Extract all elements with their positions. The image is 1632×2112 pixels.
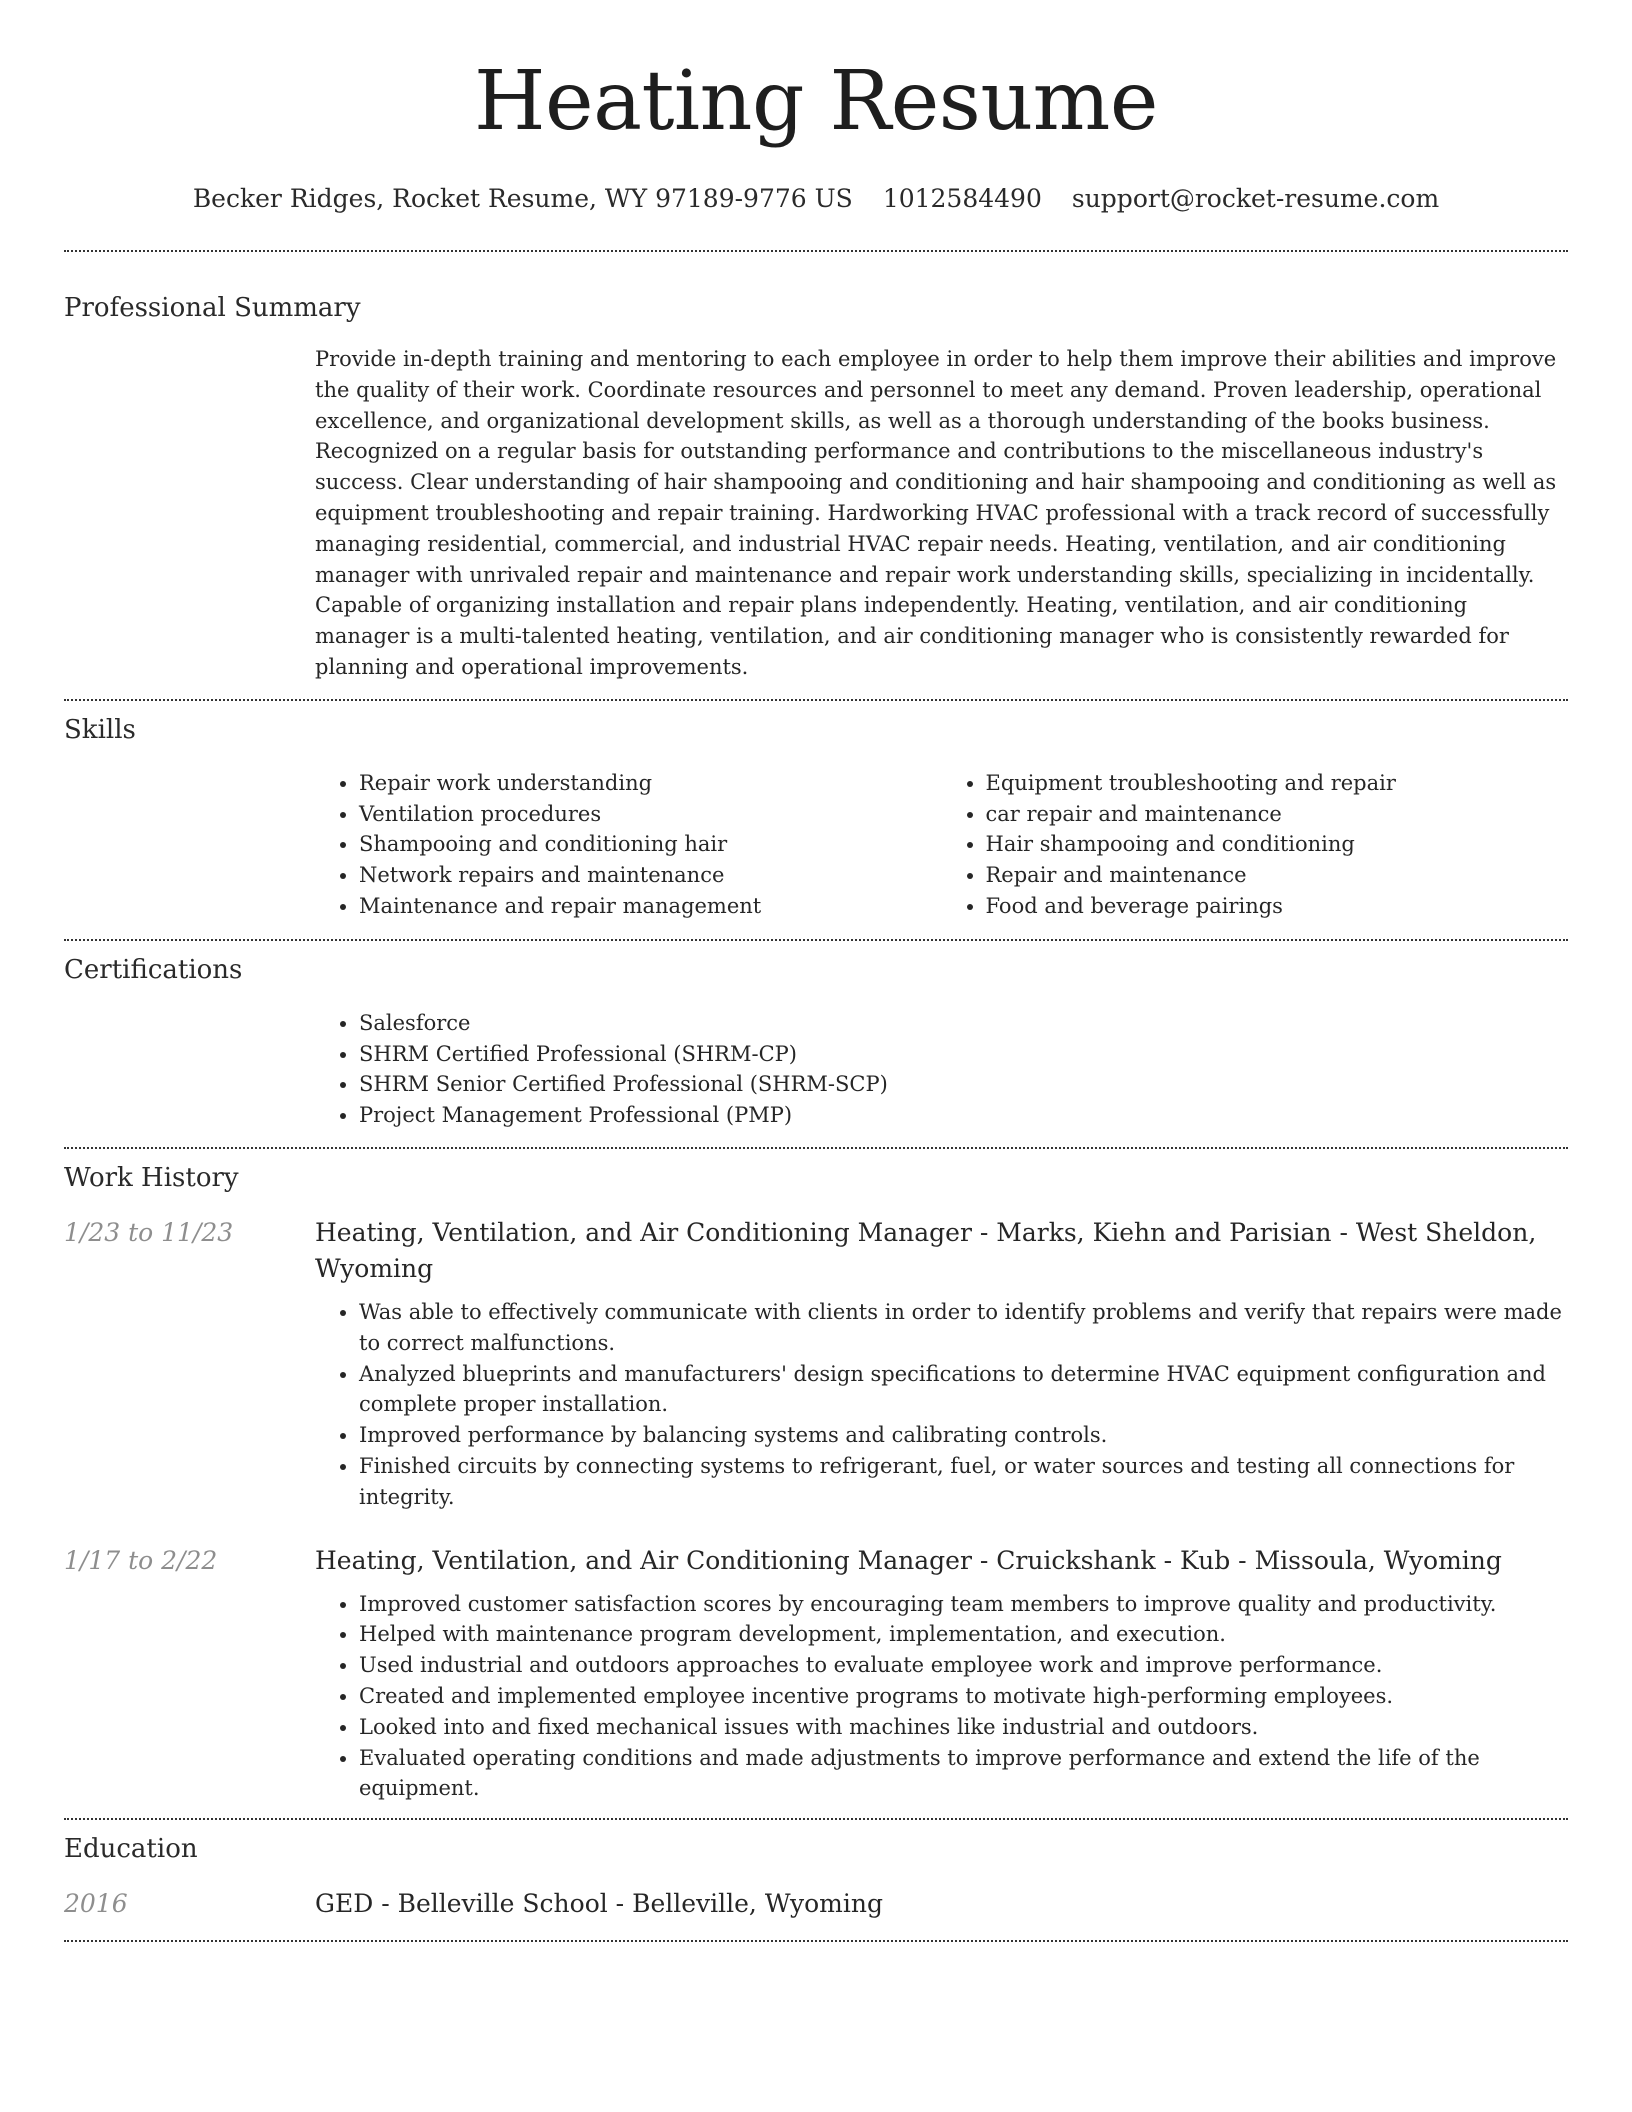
certifications-list [315,1008,1568,1131]
job-bullet: • Looked into and fixed mechanical issues with machines like industrial and outdoors. [359,1712,1568,1743]
job-entry [64,1215,1568,1513]
skill-item: • Equipment troubleshooting and repair [986,768,1569,799]
job-dates: 1/23 to 11/23 [64,1217,234,1247]
skills-list-left [315,768,942,922]
contact-phone: 1012584490 [882,184,1042,213]
section-heading: Professional Summary [64,293,361,323]
divider [64,1940,1568,1942]
job-bullet: • Improved performance by balancing systems and calibrating controls. [359,1420,1568,1451]
job-bullet: • Evaluated operating conditions and made adjustments to improve performance and extend the life of the equipment. [359,1743,1568,1805]
skill-item: • Hair shampooing and conditioning [986,829,1569,860]
job-bullet: • Finished circuits by connecting systems to refrigerant, fuel, or water sources and testing all connections for integrity. [359,1451,1568,1513]
contact-line [64,182,1568,216]
summary-section [64,291,1568,683]
divider [64,1147,1568,1149]
divider [64,699,1568,701]
job-bullet: • Helped with maintenance program development, implementation, and execution. [359,1619,1568,1650]
education-entry [64,1886,1568,1922]
job-bullets [315,1589,1568,1805]
skill-item: • Repair and maintenance [986,860,1569,891]
resume-page [64,0,1568,1942]
divider [64,1818,1568,1820]
resume-title: Heating Resume [474,54,1158,149]
skills-columns [315,768,1568,922]
skills-section [64,713,1568,922]
skill-item: • Shampooing and conditioning hair [359,829,942,860]
divider [64,939,1568,941]
job-bullet: • Analyzed blueprints and manufacturers' design specifications to determine HVAC equipment configuration and complete proper installation. [359,1359,1568,1421]
certifications-block [315,1008,1568,1131]
skill-item: • car repair and maintenance [986,799,1569,830]
job-title: Heating, Ventilation, and Air Conditioning Manager - Cruickshank - Kub - Missoula, Wyoming [315,1545,1502,1575]
skill-item: • Network repairs and maintenance [359,860,942,891]
section-heading: Skills [64,714,136,745]
job-bullet-list [315,1297,1568,1513]
job-bullet: • Was able to effectively communicate with clients in order to identify problems and verify that repairs were made to correct malfunctions. [359,1297,1568,1359]
job-bullets [315,1297,1568,1513]
section-heading: Education [64,1834,198,1865]
skill-item: • Ventilation procedures [359,799,942,830]
skill-item: • Food and beverage pairings [986,891,1569,922]
skill-item: • Repair work understanding [359,768,942,799]
section-heading: Certifications [64,954,243,985]
education-degree: GED - Belleville School - Belleville, Wyoming [315,1889,883,1919]
job-title: Heating, Ventilation, and Air Conditioning Manager - Marks, Kiehn and Parisian - West Sheldon, Wyoming [315,1217,1537,1283]
section-heading: Work History [64,1162,239,1193]
skills-list-right [942,768,1569,922]
job-entry [64,1543,1568,1805]
summary-text: Provide in-depth training and mentoring to each employee in order to help them improve their abilities and improve the quality of their work. Coordinate resources and personnel to meet any demand. Proven leadership, operational excellence, and organizational development skills, as well as a thorough understanding of the books business. Recognized on a regular basis for outstanding performance and contributions to the miscellaneous industry's success. Clear understanding of hair shampooing and conditioning and hair shampooing and conditioning as well as equipment troubleshooting and repair training. Hardworking HVAC professional with a track record of successfully managing residential, commercial, and industrial HVAC repair needs. Heating, ventilation, and air conditioning manager with unrivaled repair and maintenance and repair work understanding skills, specializing in incidentally. Capable of organizing installation and repair plans independently. Heating, ventilation, and air conditioning manager is a multi-talented heating, ventilation, and air conditioning manager who is consistently rewarded for planning and operational improvements. [315,347,1557,679]
certification-item: • SHRM Senior Certified Professional (SHRM-SCP) [359,1069,1568,1100]
certifications-section [64,953,1568,1131]
job-header [64,1215,1568,1287]
certification-item: • SHRM Certified Professional (SHRM-CP) [359,1039,1568,1070]
job-bullet: • Created and implemented employee incentive programs to motivate high-performing employees. [359,1681,1568,1712]
education-year: 2016 [64,1889,128,1919]
job-bullet: • Used industrial and outdoors approaches to evaluate employee work and improve performance. [359,1650,1568,1681]
job-bullet-list [315,1589,1568,1805]
education-section [64,1832,1568,1922]
skill-item: • Maintenance and repair management [359,891,942,922]
contact-address: Becker Ridges, Rocket Resume, WY 97189-9776 US [192,184,853,213]
job-bullet: • Improved customer satisfaction scores by encouraging team members to improve quality and productivity. [359,1589,1568,1620]
job-dates: 1/17 to 2/22 [64,1545,218,1575]
certification-item: • Project Management Professional (PMP) [359,1100,1568,1131]
job-header [64,1543,1568,1579]
work-section [64,1161,1568,1804]
divider [64,250,1568,252]
contact-email: support@rocket-resume.com [1071,184,1440,213]
certification-item: • Salesforce [359,1008,1568,1039]
